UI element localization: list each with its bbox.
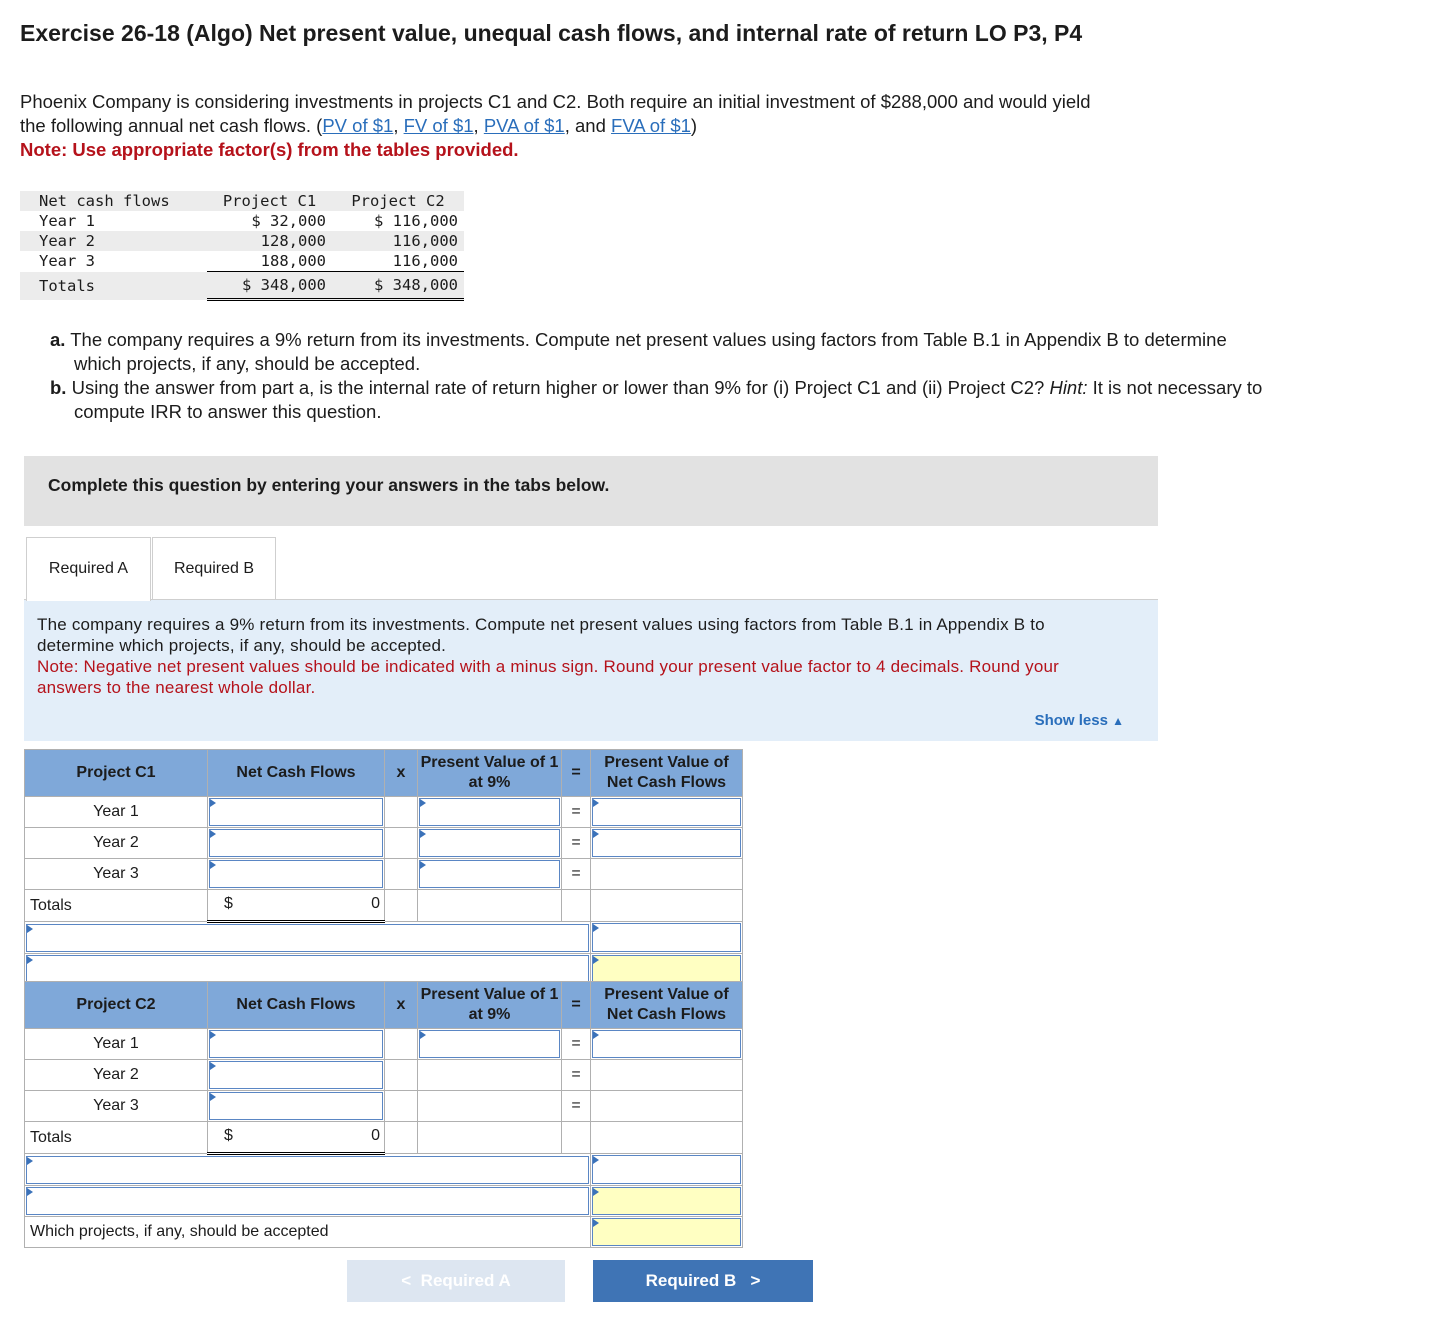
npv-input[interactable]: [592, 1187, 741, 1215]
dropdown-marker-icon: [210, 861, 216, 869]
pv-factor-header: Present Value of 1 at 9%: [418, 750, 562, 797]
dropdown-marker-icon: [210, 1093, 216, 1101]
pv-ncf-input-cell[interactable]: [591, 797, 743, 828]
row-label-select-cell[interactable]: [25, 1154, 591, 1186]
dropdown-marker-icon: [593, 1219, 599, 1227]
dropdown-marker-icon: [420, 799, 426, 807]
empty-cell: [562, 890, 591, 922]
intro-line-2: the following annual net cash flows. (: [20, 115, 323, 136]
question-b: [50, 376, 1270, 424]
ncf-input[interactable]: [209, 1092, 383, 1120]
dropdown-marker-icon: [210, 799, 216, 807]
row-label-select[interactable]: [26, 1156, 589, 1184]
prev-button-label: Required A: [420, 1271, 511, 1290]
pv-factor-input-cell[interactable]: [418, 1029, 562, 1060]
close-paren: ): [690, 115, 698, 136]
col-header: Project C2: [332, 191, 464, 211]
cell-value: 188,000: [207, 251, 332, 272]
show-less-toggle[interactable]: [1035, 712, 1124, 729]
dropdown-marker-icon: [593, 1156, 599, 1164]
times-header: x: [385, 982, 418, 1029]
total-ncf: [208, 890, 385, 922]
ncf-input-cell[interactable]: [208, 1060, 385, 1091]
dropdown-marker-icon: [27, 956, 33, 964]
empty-cell: [385, 890, 418, 922]
intro-note: Note: Use appropriate factor(s) from the tables provided.: [20, 139, 519, 160]
pv-factor-input[interactable]: [419, 860, 560, 888]
dropdown-marker-icon: [420, 861, 426, 869]
equals-sign: =: [562, 1029, 591, 1060]
year-label: Year 2: [25, 1060, 208, 1091]
totals-label: Totals: [25, 890, 208, 922]
ncf-input-cell[interactable]: [208, 828, 385, 859]
table-header-row: [25, 982, 743, 1029]
dropdown-marker-icon: [27, 1188, 33, 1196]
tab-required-a[interactable]: Required A: [26, 537, 151, 601]
empty-cell: [385, 797, 418, 828]
show-less-label: Show less: [1034, 712, 1108, 729]
ncf-input[interactable]: [209, 1061, 383, 1089]
totals-row: [25, 1122, 743, 1154]
dropdown-marker-icon: [593, 1188, 599, 1196]
pv-ncf-input-cell[interactable]: [591, 828, 743, 859]
question-b-text: Using the answer from part a, is the internal rate of return higher or lower than 9% for (i) Project C1 and (ii) Project C2?: [71, 377, 1045, 398]
which-projects-label: Which projects, if any, should be accepted: [25, 1217, 591, 1248]
equals-sign: =: [562, 828, 591, 859]
ncf-input[interactable]: [209, 860, 383, 888]
link-separator: ,: [393, 115, 404, 136]
ncf-header: Net Cash Flows: [208, 750, 385, 797]
dollar-sign: $: [224, 1127, 233, 1144]
label-input-row: [25, 922, 743, 954]
table-row: [25, 828, 743, 859]
dropdown-marker-icon: [420, 830, 426, 838]
npv-input-cell[interactable]: [591, 954, 743, 985]
pv-factor-header: Present Value of 1 at 9%: [418, 982, 562, 1029]
dropdown-marker-icon: [593, 830, 599, 838]
cell-value: $ 116,000: [374, 212, 458, 230]
totals-row: [25, 890, 743, 922]
ncf-input-cell[interactable]: [208, 1029, 385, 1060]
accept-select[interactable]: [592, 1218, 741, 1246]
question-b-hint-text: It is not necessary to compute IRR to answer this question.: [74, 377, 1263, 422]
empty-cell: [418, 1122, 562, 1154]
fva-link[interactable]: FVA of $1: [611, 115, 691, 136]
next-button-label: Required B: [645, 1271, 737, 1290]
row-label-select[interactable]: [26, 955, 589, 983]
pv-ncf-input[interactable]: [592, 1030, 741, 1058]
row-label-select-cell[interactable]: [25, 1186, 591, 1217]
dropdown-marker-icon: [27, 925, 33, 933]
npv-input-cell[interactable]: [591, 1186, 743, 1217]
pv-factor-input[interactable]: [419, 1030, 560, 1058]
row-label: Year 3: [39, 252, 95, 271]
ncf-input[interactable]: [209, 1030, 383, 1058]
pv-ncf-input-cell[interactable]: [591, 1029, 743, 1060]
year-label: Year 3: [25, 859, 208, 890]
empty-cell: [418, 1060, 562, 1091]
intro-line-1: Phoenix Company is considering investments in projects C1 and C2. Both require an initial investment of $288,000 and would yield: [20, 91, 1091, 112]
dollar-sign: $: [224, 895, 233, 912]
page-title: Exercise 26-18 (Algo) Net present value, unequal cash flows, and internal rate of return LO P3, P4: [20, 20, 1083, 46]
question-a-label: a.: [50, 329, 66, 350]
instructions-text: The company requires a 9% return from its investments. Compute net present values using factors from Table B.1 in Appendix B to determine which projects, if any, should be accepted.: [37, 615, 1045, 655]
dropdown-marker-icon: [593, 799, 599, 807]
amount-input-cell[interactable]: [591, 1154, 743, 1186]
empty-cell: [385, 1029, 418, 1060]
pva-link[interactable]: PVA of $1: [483, 115, 565, 136]
dropdown-marker-icon: [593, 1031, 599, 1039]
hint-label: Hint:: [1049, 377, 1088, 398]
empty-cell: [385, 828, 418, 859]
ncf-input[interactable]: [209, 798, 383, 826]
equals-header: =: [562, 982, 591, 1029]
dropdown-marker-icon: [593, 956, 599, 964]
pv-factor-input-cell[interactable]: [418, 797, 562, 828]
row-label-select-cell[interactable]: [25, 922, 591, 954]
empty-cell: [591, 1091, 743, 1122]
pv-link[interactable]: PV of $1: [322, 115, 394, 136]
tab-instructions: [37, 614, 1117, 698]
amount-input-cell[interactable]: [591, 922, 743, 954]
tab-instructions-panel: [24, 599, 1158, 741]
table-row: [25, 1029, 743, 1060]
cash-flow-row: [20, 231, 464, 251]
col-header: Project C1: [207, 191, 332, 211]
equals-header: =: [562, 750, 591, 797]
tab-required-b[interactable]: Required B: [152, 537, 276, 600]
label-input-row: [25, 954, 743, 985]
table-row: [25, 797, 743, 828]
cash-flow-header-row: [20, 191, 464, 211]
ncf-header: Net Cash Flows: [208, 982, 385, 1029]
question-a-text: The company requires a 9% return from its investments. Compute net present values using factors from Table B.1 in Appendix B to determine which projects, if any, should be accepted.: [70, 329, 1227, 374]
col-header: Net cash flows: [20, 191, 207, 211]
question-list: [50, 328, 1270, 424]
amount-input[interactable]: [592, 923, 741, 952]
row-label: Totals: [20, 272, 207, 300]
pv-ncf-header: Present Value of Net Cash Flows: [591, 982, 743, 1029]
empty-cell: [418, 1091, 562, 1122]
total-ncf-value: 0: [371, 895, 380, 912]
total-ncf-value: 0: [371, 1127, 380, 1144]
table-row: [25, 859, 743, 890]
empty-cell: [562, 1122, 591, 1154]
dropdown-marker-icon: [210, 1031, 216, 1039]
pv-ncf-header: Present Value of Net Cash Flows: [591, 750, 743, 797]
year-label: Year 3: [25, 1091, 208, 1122]
empty-cell: [591, 890, 743, 922]
row-label-select[interactable]: [26, 924, 589, 952]
fv-link[interactable]: FV of $1: [403, 115, 474, 136]
cell-value: 116,000: [332, 251, 464, 272]
year-label: Year 1: [25, 1029, 208, 1060]
next-required-b-button[interactable]: [593, 1260, 813, 1302]
ncf-input-cell[interactable]: [208, 1091, 385, 1122]
accept-select-cell[interactable]: [591, 1217, 743, 1248]
empty-cell: [385, 1091, 418, 1122]
pv-factor-input[interactable]: [419, 829, 560, 857]
pv-ncf-empty: [591, 859, 743, 890]
dropdown-marker-icon: [420, 1031, 426, 1039]
intro-text: [20, 90, 1280, 162]
chevron-left-icon: <: [401, 1271, 412, 1290]
instruction-banner: [24, 456, 1158, 526]
dropdown-marker-icon: [27, 1157, 33, 1165]
dropdown-marker-icon: [593, 924, 599, 932]
project-name-header: Project C1: [25, 750, 208, 797]
totals-label: Totals: [25, 1122, 208, 1154]
chevron-right-icon: >: [750, 1271, 761, 1290]
equals-sign: =: [562, 1091, 591, 1122]
table-header-row: [25, 750, 743, 797]
row-label: Year 1: [39, 212, 95, 230]
cash-flow-row: [20, 251, 464, 272]
npv-input[interactable]: [592, 955, 741, 983]
empty-cell: [385, 1122, 418, 1154]
cell-value: 116,000: [332, 231, 464, 251]
project-c2-npv-table: [24, 981, 743, 1248]
project-c1-npv-table: [24, 749, 743, 985]
link-separator: ,: [473, 115, 484, 136]
row-label-select-cell[interactable]: [25, 954, 591, 985]
table-row: [25, 1091, 743, 1122]
row-label: Year 2: [20, 231, 207, 251]
project-name-header: Project C2: [25, 982, 208, 1029]
cash-flow-table: [20, 191, 464, 301]
empty-cell: [385, 1060, 418, 1091]
row-label-select[interactable]: [26, 1187, 589, 1215]
equals-sign: =: [562, 1060, 591, 1091]
equals-sign: =: [562, 797, 591, 828]
cash-flow-row: [20, 211, 464, 231]
cell-value: $ 32,000: [251, 212, 326, 230]
question-a: [50, 328, 1270, 376]
empty-cell: [591, 1060, 743, 1091]
ncf-input-cell[interactable]: [208, 797, 385, 828]
pv-ncf-input[interactable]: [592, 829, 741, 857]
accept-row: [25, 1217, 743, 1248]
cell-value: 128,000: [207, 231, 332, 251]
ncf-input[interactable]: [209, 829, 383, 857]
total-ncf: [208, 1122, 385, 1154]
equals-sign: =: [562, 859, 591, 890]
prev-required-a-button[interactable]: [347, 1260, 565, 1302]
label-input-row: [25, 1186, 743, 1217]
cash-flow-totals-row: [20, 272, 464, 300]
pv-ncf-input[interactable]: [592, 798, 741, 826]
year-label: Year 2: [25, 828, 208, 859]
dropdown-marker-icon: [210, 1062, 216, 1070]
pv-factor-input[interactable]: [419, 798, 560, 826]
question-b-label: b.: [50, 377, 67, 398]
cell-value: $ 348,000: [207, 272, 332, 300]
table-row: [25, 1060, 743, 1091]
pv-factor-input-cell[interactable]: [418, 859, 562, 890]
instructions-note: Note: Negative net present values should be indicated with a minus sign. Round your present value factor to 4 decimals. Round your answers to the nearest whole dollar.: [37, 657, 1060, 697]
label-input-row: [25, 1154, 743, 1186]
year-label: Year 1: [25, 797, 208, 828]
ncf-input-cell[interactable]: [208, 859, 385, 890]
triangle-up-icon: ▲: [1112, 714, 1124, 728]
amount-input[interactable]: [592, 1155, 741, 1184]
cell-value: $ 348,000: [332, 272, 464, 300]
instruction-banner-text: Complete this question by entering your answers in the tabs below.: [48, 475, 610, 495]
times-header: x: [385, 750, 418, 797]
empty-cell: [418, 890, 562, 922]
link-separator: , and: [564, 115, 612, 136]
dropdown-marker-icon: [210, 830, 216, 838]
pv-factor-input-cell[interactable]: [418, 828, 562, 859]
empty-cell: [385, 859, 418, 890]
empty-cell: [591, 1122, 743, 1154]
